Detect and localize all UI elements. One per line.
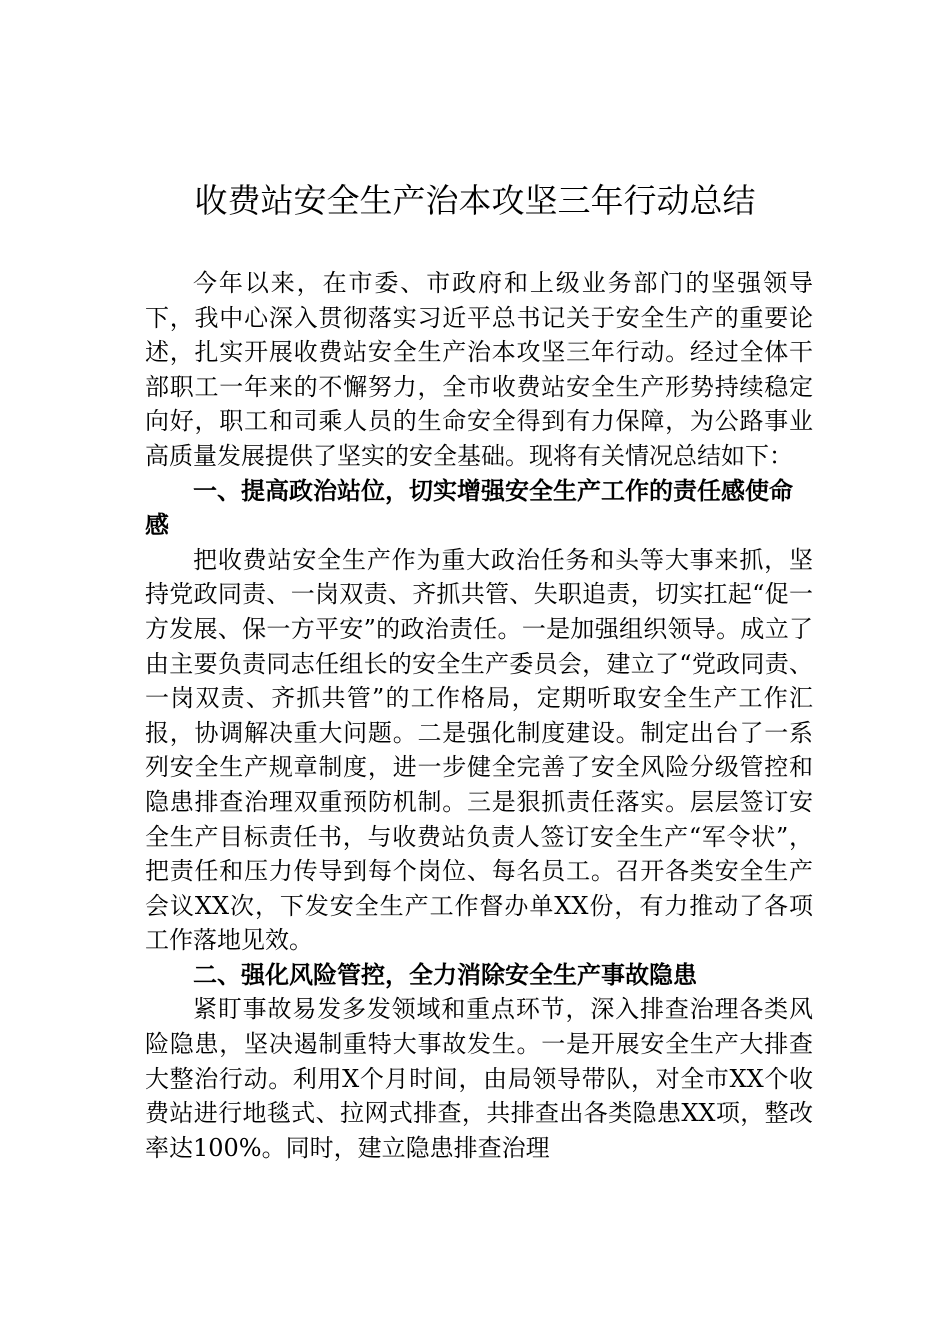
section-heading-1: 一、提高政治站位，切实增强安全生产工作的责任感使命感 [145,476,793,540]
intro-paragraph: 今年以来，在市委、市政府和上级业务部门的坚强领导下，我中心深入贯彻落实习近平总书记关于安全生产的重要论述，扎实开展收费站安全生产治本攻坚三年行动。经过全体干部职工一年来的不懈努力，全市收费站安全生产形势持续稳定向好，职工和司乘人员的生命安全得到有力保障，为公路事业高质量发展提供了坚实的安全基础。现将有关情况总结如下： [145,269,813,470]
document-title: 收费站安全生产治本攻坚三年行动总结 [194,181,756,220]
section-1-paragraph: 把收费站安全生产作为重大政治任务和头等大事来抓，坚持党政同责、一岗双责、齐抓共管、失职追责，切实扛起“促一方发展、保一方平安”的政治责任。一是加强组织领导。成立了由主要负责同志任组长的安全生产委员会，建立了“党政同责、一岗双责、齐抓共管”的工作格局，定期听取安全生产工作汇报，协调解决重大问题。二是强化制度建设。制定出台了一系列安全生产规章制度，进一步健全完善了安全风险分级管控和隐患排查治理双重预防机制。三是狠抓责任落实。层层签订安全生产目标责任书，与收费站负责人签订安全生产“军令状”，把责任和压力传导到每个岗位、每名员工。召开各类安全生产会议XX次，下发安全生产工作督办单XX份，有力推动了各项工作落地见效。 [145,545,813,955]
document-body [145,266,813,1165]
section-heading-2: 二、强化风险管控，全力消除安全生产事故隐患 [193,960,697,989]
section-2-paragraph: 紧盯事故易发多发领域和重点环节，深入排查治理各类风险隐患，坚决遏制重特大事故发生。一是开展安全生产大排查大整治行动。利用X个月时间，由局领导带队，对全市XX个收费站进行地毯式、拉网式排查，共排查出各类隐患XX项，整改率达100%。同时，建立隐患排查治理 [145,995,813,1162]
